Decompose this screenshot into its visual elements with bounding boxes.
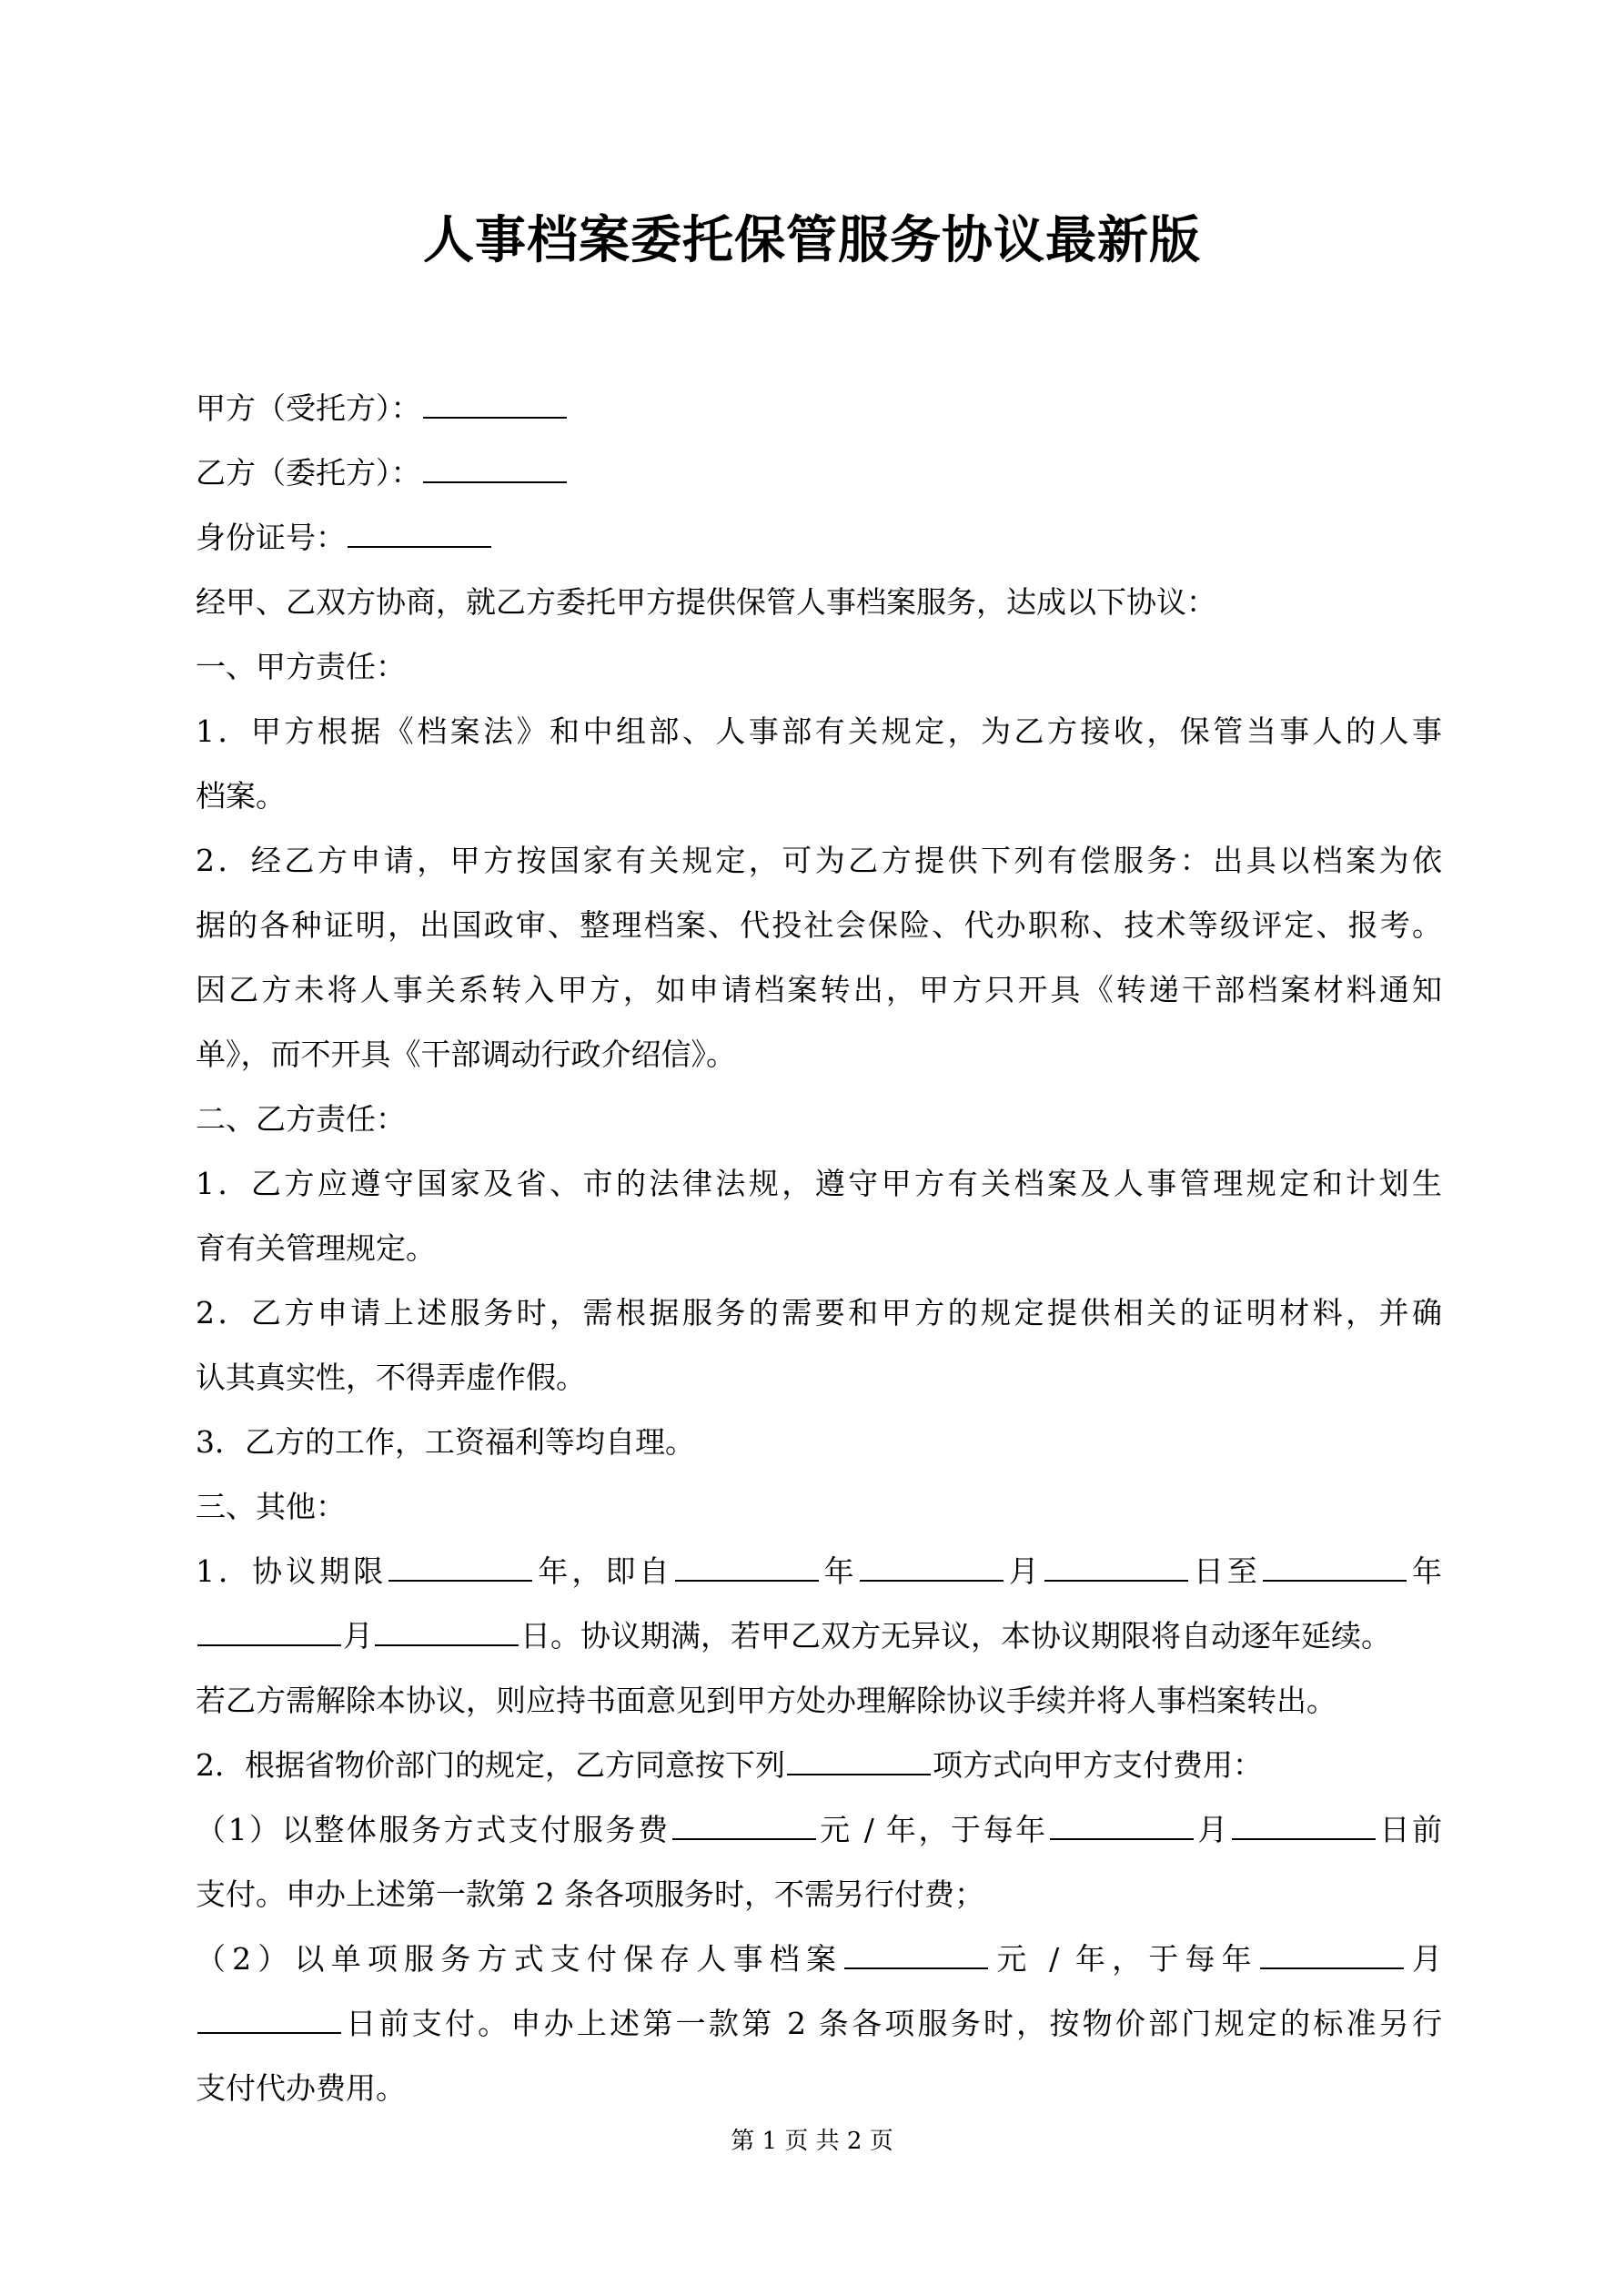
party-b-blank: [423, 456, 567, 483]
sub1-label: （1）以整体服务方式支付服务费: [196, 1812, 671, 1847]
sub2-label: （2）以单项服务方式支付保存人事档案: [196, 1941, 843, 1977]
section3-item2: [196, 1733, 1442, 1797]
section1-item2-line1: 2．经乙方申请，甲方按国家有关规定，可为乙方提供下列有偿服务：出具以档案为依: [196, 843, 1442, 878]
start-year-blank: [675, 1554, 819, 1582]
sub2-day-label: 日前支付。申办上述第一款第 2 条各项服务时，按物价部门规定的标准另行: [343, 2006, 1442, 2041]
intro-paragraph: 经甲、乙双方协商，就乙方委托甲方提供保管人事档案服务，达成以下协议：: [196, 584, 1216, 620]
section1-item1-line1: 1．甲方根据《档案法》和中组部、人事部有关规定，为乙方接收，保管当事人的人事: [196, 713, 1442, 749]
end-year-blank: [1263, 1554, 1407, 1582]
party-a-blank: [423, 391, 567, 419]
sub2-month-blank: [1260, 1942, 1404, 1969]
sub2-month-label: 月: [1405, 1941, 1442, 1977]
renewal-text: 日。协议期满，若甲乙双方无异议，本协议期限将自动逐年延续。: [520, 1618, 1391, 1654]
start-month-blank: [860, 1554, 1004, 1582]
payment-method-label: 2．根据省物价部门的规定，乙方同意按下列: [196, 1747, 785, 1783]
section3-sub1-line1: [196, 1797, 1442, 1862]
section1-item2-line4: 单》，而不开具《干部调动行政介绍信》。: [196, 1037, 736, 1072]
section2-item2-line1: 2．乙方申请上述服务时，需根据服务的需要和甲方的规定提供相关的证明材料，并确: [196, 1295, 1442, 1330]
sub1-month-blank: [1050, 1813, 1194, 1840]
term-years-blank: [388, 1554, 532, 1582]
section3-item1-line3: 若乙方需解除本协议，则应持书面意见到甲方处办理解除协议手续并将人事档案转出。: [196, 1683, 1337, 1718]
section2-item1-line1: 1．乙方应遵守国家及省、市的法律法规，遵守甲方有关档案及人事管理规定和计划生: [196, 1166, 1442, 1201]
section3-heading: 三、其他：: [196, 1489, 346, 1524]
page-footer: 第 1 页 共 2 页: [731, 2128, 893, 2155]
sub1-per-year: 元 / 年，于每年: [817, 1812, 1048, 1847]
end-month-label: 月: [343, 1618, 373, 1654]
section3-sub2-line1: [196, 1927, 1442, 1991]
section1-item2-line2: 据的各种证明，出国政审、整理档案、代投社会保险、代办职称、技术等级评定、报考。: [196, 907, 1442, 943]
section2-heading: 二、乙方责任：: [196, 1101, 406, 1137]
document-body: [196, 376, 1442, 2120]
section1-item2-line3: 因乙方未将人事关系转入甲方，如申请档案转出，甲方只开具《转递干部档案材料通知: [196, 972, 1442, 1007]
party-b-line: [196, 440, 1442, 505]
sub1-month-label: 月: [1195, 1812, 1230, 1847]
section1-heading: 一、甲方责任：: [196, 649, 406, 684]
section3-sub2-line2: [196, 1991, 1442, 2056]
day-to-label: 日至: [1189, 1553, 1261, 1589]
start-day-blank: [1044, 1554, 1188, 1582]
payment-method-suffix: 项方式向甲方支付费用：: [933, 1747, 1263, 1783]
section3-item1-line1: [196, 1539, 1442, 1603]
end-day-blank: [375, 1619, 519, 1646]
sub2-fee-blank: [844, 1942, 988, 1969]
party-a-label: 甲方（受托方）：: [196, 390, 421, 426]
sub1-day-label: 日前: [1377, 1812, 1443, 1847]
month-label: 月: [1004, 1553, 1043, 1589]
section3-item1-line2: [196, 1603, 1442, 1668]
payment-method-blank: [787, 1748, 931, 1775]
id-number-label: 身份证号：: [196, 520, 346, 555]
year-label: 年: [820, 1553, 858, 1589]
section3-sub2-line3: 支付代办费用。: [196, 2070, 406, 2106]
section2-item3: 3．乙方的工作，工资福利等均自理。: [196, 1424, 695, 1460]
end-year-label: 年: [1407, 1553, 1443, 1589]
section1-item1-line2: 档案。: [196, 778, 286, 814]
party-a-line: [196, 376, 1442, 440]
sub2-per-year: 元 / 年，于每年: [990, 1941, 1258, 1977]
end-month-blank: [197, 1619, 341, 1646]
sub2-day-blank: [197, 2007, 341, 2034]
party-b-label: 乙方（委托方）：: [196, 455, 421, 491]
section2-item2-line2: 认其真实性，不得弄虚作假。: [196, 1360, 586, 1395]
sub1-fee-blank: [672, 1813, 816, 1840]
id-number-line: [196, 505, 1442, 570]
term-from-label: 年，即自: [534, 1553, 673, 1589]
document-title: 人事档案委托保管服务协议最新版: [423, 211, 1201, 270]
term-label: 1．协议期限: [196, 1553, 388, 1589]
section2-item1-line2: 育有关管理规定。: [196, 1230, 436, 1266]
sub1-day-blank: [1232, 1813, 1376, 1840]
id-number-blank: [348, 521, 491, 548]
section3-sub1-line2: 支付。申办上述第一款第 2 条各项服务时，不需另行付费；: [196, 1876, 984, 1912]
